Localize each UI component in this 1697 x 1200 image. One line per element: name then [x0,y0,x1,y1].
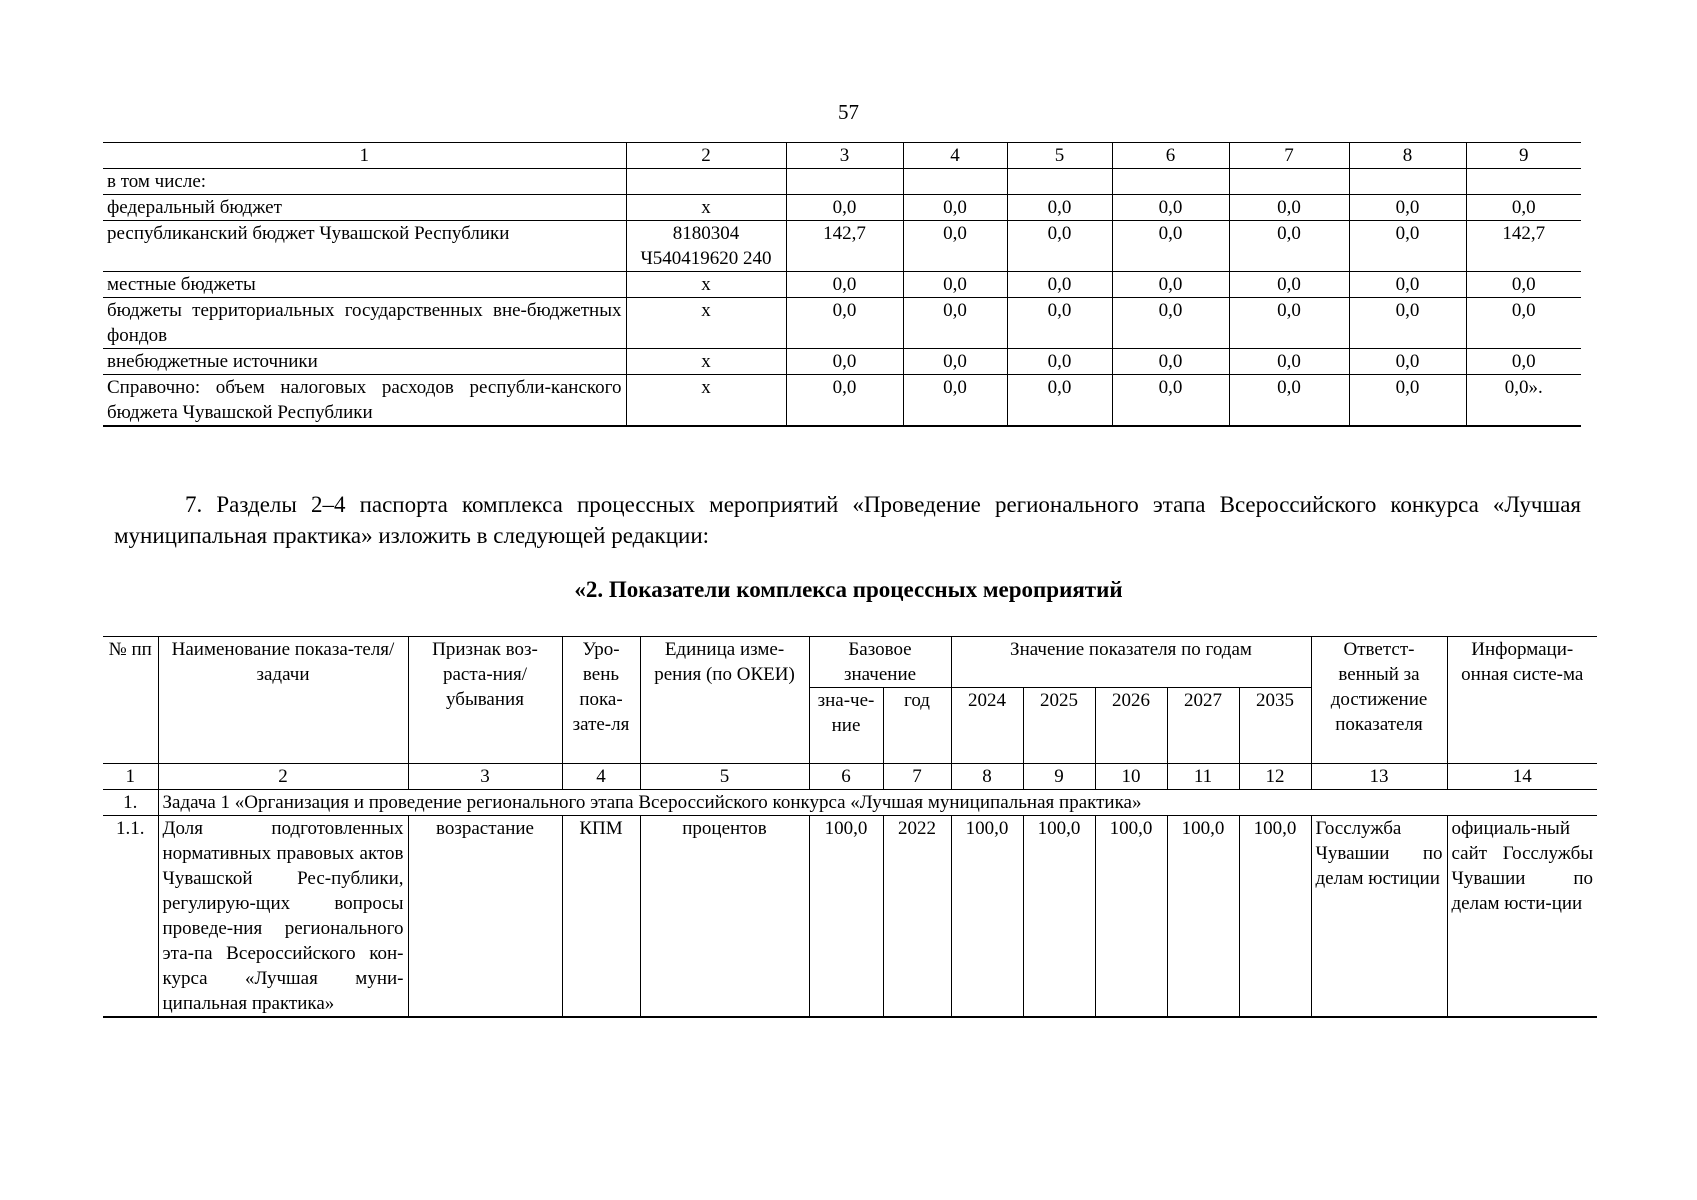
header-row [103,637,1597,688]
row-code: x [626,195,786,221]
value-cell: 0,0 [1112,298,1229,349]
header-level: Уро-вень пока-зате-ля [562,637,640,764]
page-number: 57 [838,100,859,124]
table-row [103,221,1581,272]
header-base-value: зна-че-ние [809,688,883,764]
header-year: 2025 [1023,688,1095,764]
value-cell: 0,0 [903,272,1007,298]
table-row [103,298,1581,349]
indicator-level: КПМ [562,816,640,1018]
value-cell [1112,169,1229,195]
task-row [103,790,1597,816]
indicator-sign: возрастание [408,816,562,1018]
indicator-name: Доля подготовленных нормативных правовых актов Чувашской Рес-публики, регулирую-щих вопросы проведе-ния регионального эта-па Всероссийского кон-курса «Лучшая муни-ципальная практика» [158,816,408,1018]
value-cell: 0,0 [1229,298,1349,349]
row-code: x [626,272,786,298]
indicator-year-value: 100,0 [1023,816,1095,1018]
budget-table-header [103,143,1581,169]
row-label: федеральный бюджет [103,195,626,221]
value-cell: 0,0 [903,375,1007,427]
value-cell: 0,0 [903,221,1007,272]
value-cell: 0,0 [1112,349,1229,375]
table-row [103,169,1581,195]
header-num: № пп [103,637,158,764]
column-number: 7 [883,764,951,790]
column-number: 11 [1167,764,1239,790]
value-cell: 0,0 [1007,375,1112,427]
header-cell: 1 [103,143,626,169]
value-cell: 0,0 [1007,221,1112,272]
header-year: 2027 [1167,688,1239,764]
value-cell: 0,0 [1007,272,1112,298]
column-number: 2 [158,764,408,790]
indicator-year-value: 100,0 [1095,816,1167,1018]
column-number: 13 [1311,764,1447,790]
value-cell: 0,0 [1112,375,1229,427]
value-cell: 0,0 [1007,195,1112,221]
table-row [103,272,1581,298]
header-cell: 6 [1112,143,1229,169]
value-cell: 0,0 [903,349,1007,375]
value-cell: 0,0 [1466,195,1581,221]
value-cell: 0,0 [1349,298,1466,349]
value-cell [1007,169,1112,195]
column-number: 9 [1023,764,1095,790]
value-cell: 0,0 [903,195,1007,221]
value-cell: 0,0 [786,272,903,298]
value-cell: 0,0 [1229,221,1349,272]
header-cell: 3 [786,143,903,169]
value-cell [1229,169,1349,195]
header-base-year: год [883,688,951,764]
value-cell: 0,0 [786,195,903,221]
value-cell: 0,0 [1112,272,1229,298]
value-cell [786,169,903,195]
indicator-year-value: 100,0 [951,816,1023,1018]
indicator-base-year: 2022 [883,816,951,1018]
header-cell: 4 [903,143,1007,169]
row-code: 8180304 Ч540419620 240 [626,221,786,272]
value-cell: 0,0 [786,375,903,427]
header-year: 2024 [951,688,1023,764]
row-label: бюджеты территориальных государственных вне-бюджетных фондов [103,298,626,349]
value-cell: 0,0 [1112,221,1229,272]
value-cell: 0,0 [1466,349,1581,375]
value-cell: 0,0 [1349,349,1466,375]
value-cell [903,169,1007,195]
value-cell: 0,0 [1007,298,1112,349]
table-row [103,375,1581,427]
value-cell: 142,7 [1466,221,1581,272]
table-row [103,195,1581,221]
row-code [626,169,786,195]
header-values-by-years: Значение показателя по годам [951,637,1311,688]
budget-table [103,142,1581,427]
row-code: x [626,375,786,427]
row-code: x [626,349,786,375]
header-cell: 2 [626,143,786,169]
column-number: 4 [562,764,640,790]
indicators-table [103,636,1597,1018]
value-cell: 0,0 [786,298,903,349]
column-number: 6 [809,764,883,790]
header-cell: 7 [1229,143,1349,169]
value-cell: 0,0 [1007,349,1112,375]
row-label: в том числе: [103,169,626,195]
value-cell: 0,0 [1229,349,1349,375]
value-cell: 0,0». [1466,375,1581,427]
value-cell: 142,7 [786,221,903,272]
indicator-year-value: 100,0 [1167,816,1239,1018]
column-number: 8 [951,764,1023,790]
value-cell [1466,169,1581,195]
indicator-responsible: Госслужба Чувашии по делам юстиции [1311,816,1447,1018]
value-cell: 0,0 [1349,195,1466,221]
value-cell [1349,169,1466,195]
row-label: внебюджетные источники [103,349,626,375]
value-cell: 0,0 [1229,375,1349,427]
indicator-info-system: официаль-ный сайт Госслужбы Чувашии по делам юсти-ции [1447,816,1597,1018]
task-num: 1. [103,790,158,816]
value-cell: 0,0 [1349,272,1466,298]
value-cell: 0,0 [1466,272,1581,298]
indicator-row [103,816,1597,1018]
header-year: 2026 [1095,688,1167,764]
header-responsible: Ответст-венный за достижение показателя [1311,637,1447,764]
value-cell: 0,0 [1112,195,1229,221]
value-cell: 0,0 [903,298,1007,349]
task-text: Задача 1 «Организация и проведение регионального этапа Всероссийского конкурса «Лучшая муниципальная практика» [158,790,1597,816]
value-cell: 0,0 [1229,195,1349,221]
row-label: республиканский бюджет Чувашской Республики [103,221,626,272]
row-label: местные бюджеты [103,272,626,298]
value-cell: 0,0 [786,349,903,375]
header-cell: 8 [1349,143,1466,169]
header-cell: 5 [1007,143,1112,169]
column-numbers-row [103,764,1597,790]
header-unit: Единица изме-рения (по ОКЕИ) [640,637,809,764]
amendment-paragraph: 7. Разделы 2–4 паспорта комплекса процессных мероприятий «Проведение регионального этапа Всероссийского конкурса «Лучшая муниципальная практика» изложить в следующей редакции: [114,492,1581,548]
header-year: 2035 [1239,688,1311,764]
indicator-year-value: 100,0 [1239,816,1311,1018]
column-number: 10 [1095,764,1167,790]
column-number: 12 [1239,764,1311,790]
column-number: 5 [640,764,809,790]
column-number: 14 [1447,764,1597,790]
section-heading: «2. Показатели комплекса процессных мероприятий [574,577,1123,602]
row-code: x [626,298,786,349]
indicator-num: 1.1. [103,816,158,1018]
column-number: 3 [408,764,562,790]
indicator-base-value: 100,0 [809,816,883,1018]
header-name: Наименование показа-теля/задачи [158,637,408,764]
header-info-system: Информаци-онная систе-ма [1447,637,1597,764]
value-cell: 0,0 [1349,221,1466,272]
row-label: Справочно: объем налоговых расходов республи-канского бюджета Чувашской Республики [103,375,626,427]
header-sign: Признак воз-раста-ния/убывания [408,637,562,764]
indicator-unit: процентов [640,816,809,1018]
column-number: 1 [103,764,158,790]
header-cell: 9 [1466,143,1581,169]
table-row [103,349,1581,375]
value-cell: 0,0 [1349,375,1466,427]
value-cell: 0,0 [1229,272,1349,298]
value-cell: 0,0 [1466,298,1581,349]
header-base: Базовое значение [809,637,951,688]
